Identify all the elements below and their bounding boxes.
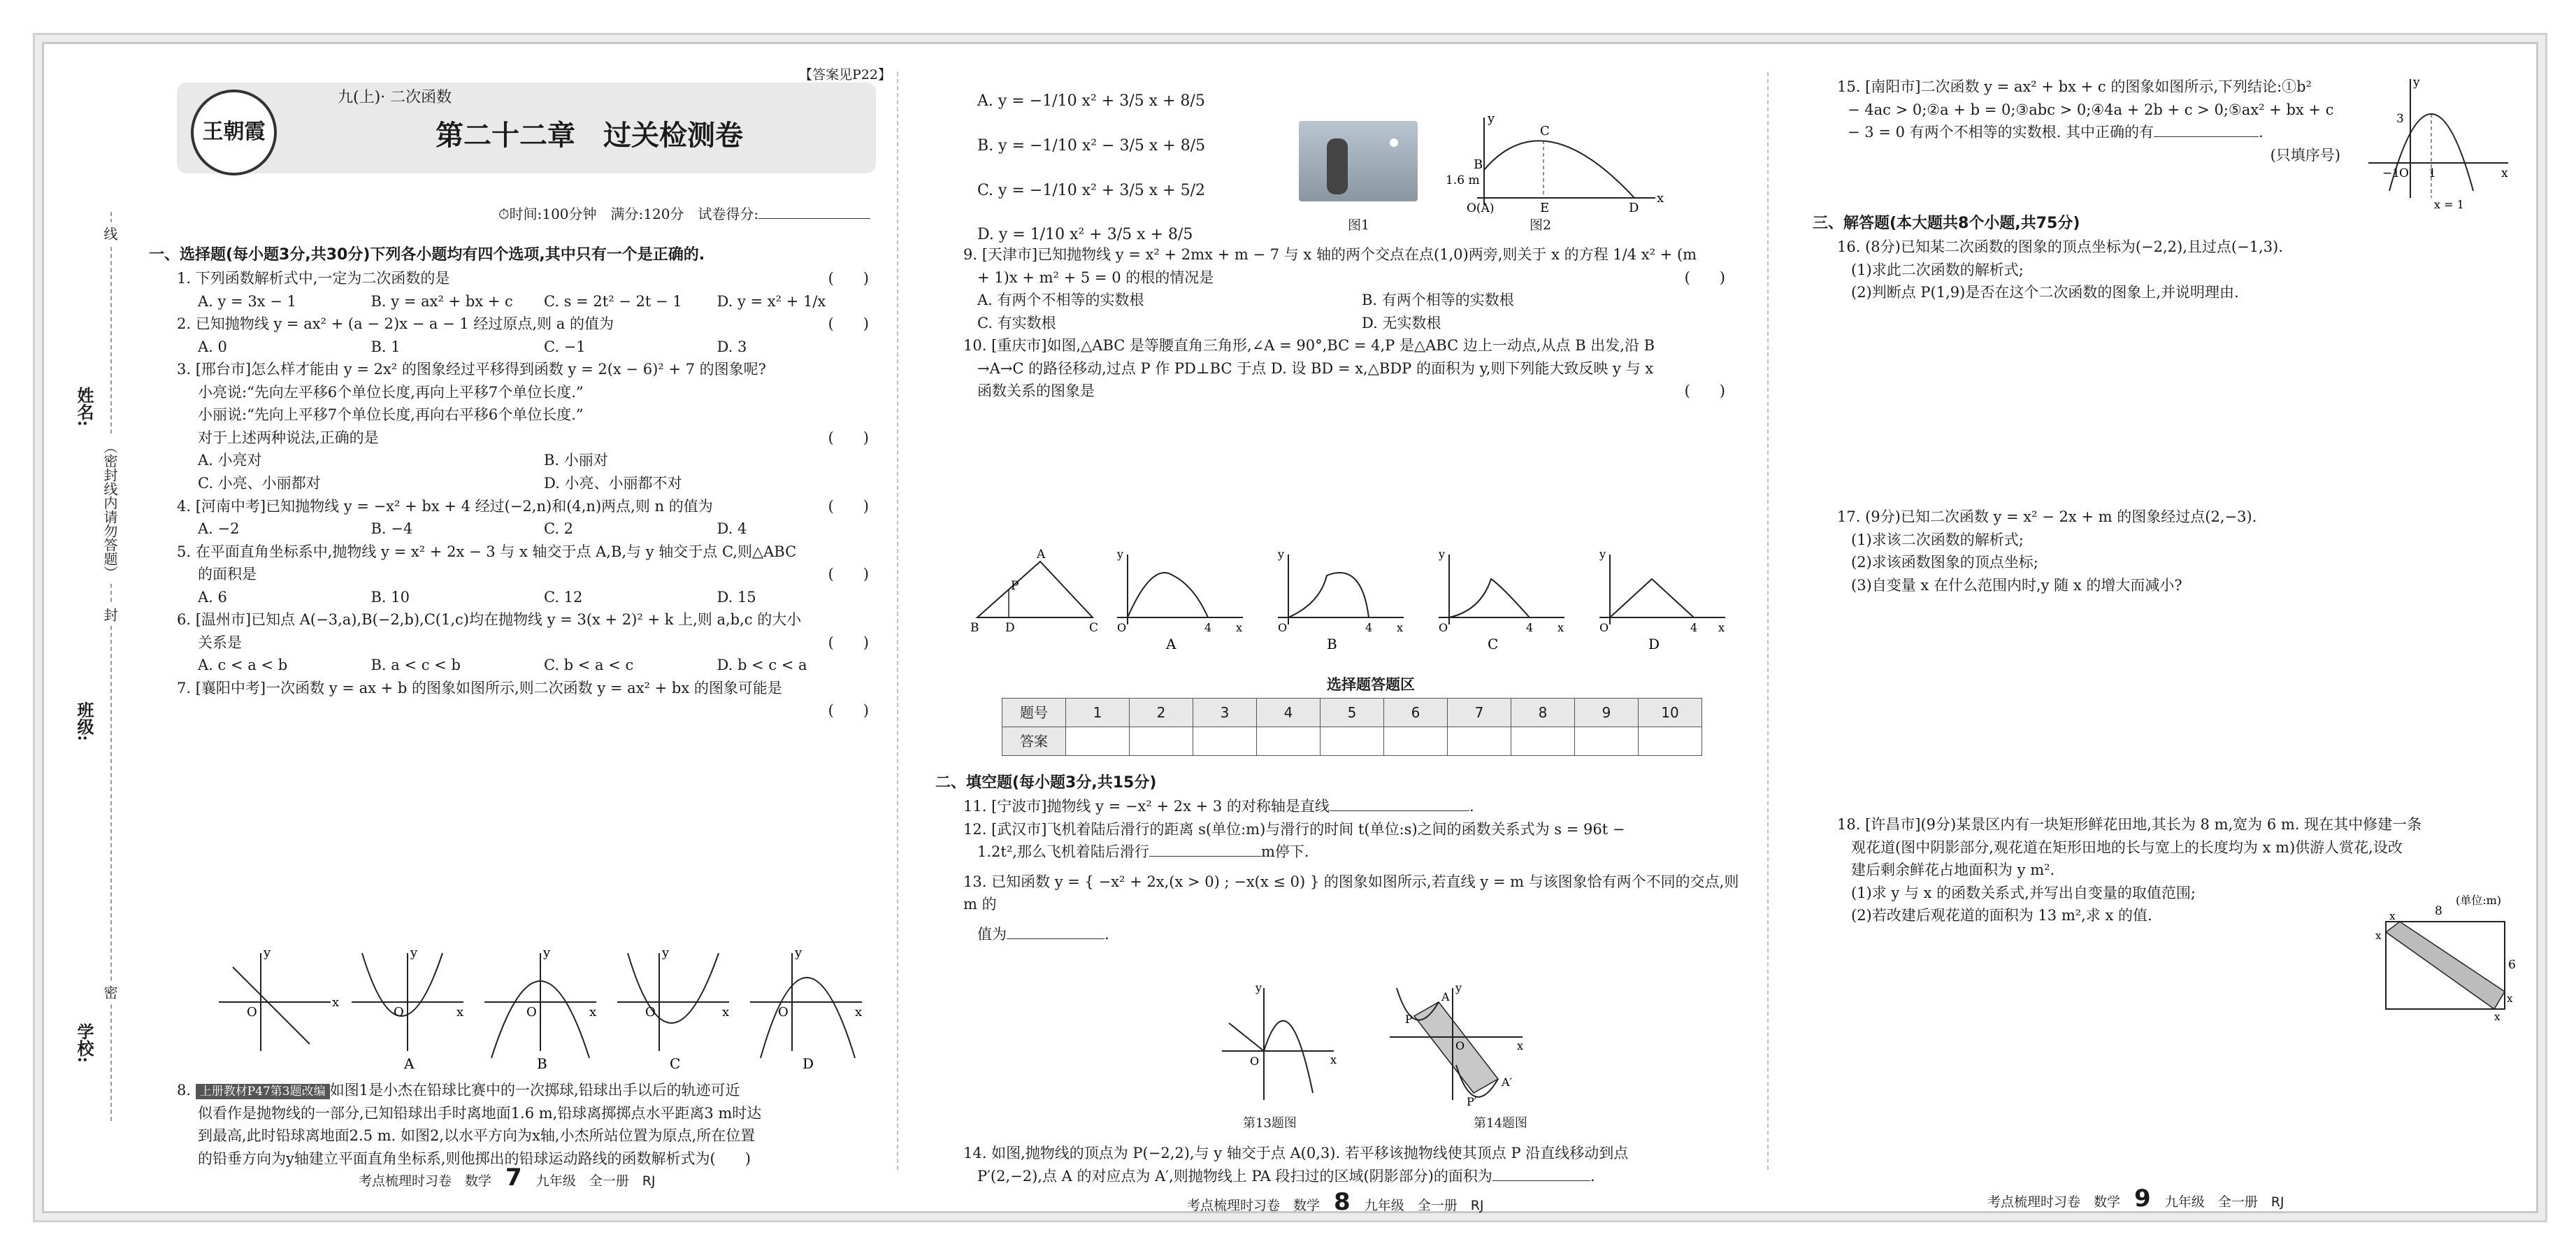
fig2-x: x bbox=[1657, 191, 1664, 206]
svg-text:O: O bbox=[394, 1005, 404, 1020]
question-12: 12. [武汉市]飞机着陆后滑行的距离 s(单位:m)与滑行的时间 t(单位:s)之间的函数关系式为 s = 96t − bbox=[963, 820, 1625, 838]
option: C. 小亮、小丽都对 bbox=[198, 475, 321, 492]
fig18-unit: (单位:m) bbox=[2456, 894, 2502, 907]
answer-cell[interactable] bbox=[1511, 727, 1575, 756]
question-7: 7. [襄阳中考]一次函数 y = ax + b 的图象如图所示,则二次函数 y = ax² + bx 的图象可能是 bbox=[177, 679, 782, 696]
question-12-line bbox=[935, 841, 1746, 864]
answer-paren: ( ) bbox=[1684, 269, 1725, 286]
chapter-tag: 九(上)· 二次函数 bbox=[338, 89, 452, 106]
question-text: P′(2,−2),点 A 的对应点为 A′,则抛物线上 PA 段扫过的区域(阴影部分)的面积为 bbox=[977, 1167, 1492, 1185]
question-9: 9. [天津市]已知抛物线 y = x² + 2mx + m − 7 与 x 轴的两个交点在点(1,0)两旁,则关于 x 的方程 1/4 x² + (m bbox=[963, 246, 1697, 263]
fig2-height: 1.6 m bbox=[1446, 173, 1480, 187]
seal-char-feng: 封 bbox=[100, 603, 120, 626]
question-8-line: 的铅垂方向为y轴建立平面直角坐标系,则他掷出的铅球运动路线的函数解析式为( ) bbox=[198, 1150, 751, 1167]
name-label: 姓名: bbox=[74, 387, 94, 427]
exam-meta bbox=[498, 203, 870, 225]
question-3-line bbox=[149, 427, 890, 450]
table-cell: 答案 bbox=[1002, 727, 1066, 756]
page-number: 7 bbox=[505, 1164, 522, 1192]
answer-paren: ( ) bbox=[828, 497, 869, 515]
question-2 bbox=[149, 313, 890, 336]
q7-option-b-graph bbox=[484, 945, 596, 1072]
footer-left: 考点梳理时习卷 数学 bbox=[359, 1173, 492, 1189]
question-18-line: 观花道(图中阴影部分,观花道在矩形田地的长与宽上的长度均为 x m)供游人赏花,设改 bbox=[1851, 838, 2403, 856]
question-8 bbox=[149, 1079, 890, 1170]
question-15-line: − 3 = 0 有两个不相等的实数根. 其中正确的有 . bbox=[1848, 124, 2264, 141]
svg-text:x: x bbox=[1718, 621, 1725, 634]
column-page-8 bbox=[935, 44, 1760, 1216]
question-18-line: 18. [许昌市](9分)某景区内有一块矩形鲜花田地,其长为 8 m,宽为 6 m. 现在其中修建一条 bbox=[1837, 816, 2422, 833]
svg-text:x: x bbox=[1397, 621, 1404, 634]
question-18-line: (1)求 y 与 x 的函数关系式,并写出自变量的取值范围; bbox=[1851, 884, 2196, 901]
answer-cell[interactable] bbox=[1193, 727, 1257, 756]
question-8-number: 8. bbox=[177, 1082, 196, 1099]
svg-text:x: x bbox=[1557, 621, 1564, 634]
footer-left: 考点梳理时习卷 数学 bbox=[1987, 1194, 2121, 1210]
question-17-line: (1)求该二次函数的解析式; bbox=[1851, 531, 2024, 548]
answer-cell[interactable] bbox=[1257, 727, 1321, 756]
fig15-three: 3 bbox=[2396, 112, 2404, 126]
option: C. 12 bbox=[544, 588, 583, 606]
option: B. y = ax² + bx + c bbox=[370, 292, 513, 310]
svg-text:O: O bbox=[1117, 621, 1127, 634]
fig2-diagram bbox=[1446, 107, 1669, 219]
svg-text:x: x bbox=[1330, 1053, 1337, 1066]
option: D. 小亮、小丽都不对 bbox=[544, 475, 682, 492]
textbook-tag: 上册教材P47第3题改编 bbox=[196, 1084, 330, 1099]
question-text: + 1)x + m² + 5 = 0 的根的情况是 bbox=[977, 269, 1214, 286]
svg-text:C: C bbox=[1089, 621, 1099, 635]
fig2-y: y bbox=[1488, 111, 1495, 126]
question-8-line: 到最高,此时铅球离地面2.5 m. 如图2,以水平方向为x轴,小杰所站位置为原点,所在位置 bbox=[198, 1127, 756, 1145]
q10-triangle bbox=[970, 548, 1098, 635]
answer-paren: ( ) bbox=[828, 634, 869, 651]
option: D. y = x² + 1/x bbox=[717, 292, 826, 310]
answer-cell[interactable] bbox=[1130, 727, 1193, 756]
page-footer bbox=[1987, 1180, 2284, 1217]
question-15-line: 15. [南阳市]二次函数 y = ax² + bx + c 的图象如图所示,下列结论:①b² bbox=[1837, 78, 2312, 95]
question-text: 11. [宁波市]抛物线 y = −x² + 2x + 3 的对称轴是直线 bbox=[963, 798, 1330, 815]
question-14-line: P′(2,−2),点 A 的对应点为 A′,则抛物线上 PA 段扫过的区域(阴影部分)的面积为 . bbox=[977, 1167, 1595, 1185]
fig18-width: 8 bbox=[2435, 904, 2442, 918]
q7-label-c: C bbox=[670, 1055, 681, 1072]
svg-text:O: O bbox=[1278, 621, 1288, 634]
svg-text:P′: P′ bbox=[1467, 1095, 1477, 1108]
question-text: 关系是 bbox=[198, 634, 242, 651]
page-number: 8 bbox=[1334, 1188, 1351, 1216]
table-cell: 9 bbox=[1575, 699, 1639, 727]
options-4 bbox=[149, 517, 890, 541]
svg-text:y: y bbox=[264, 945, 271, 960]
fig13-graph bbox=[1222, 981, 1337, 1100]
option: A. y = −1/10 x² + 3/5 x + 8/5 bbox=[977, 92, 1205, 110]
svg-text:x: x bbox=[456, 1005, 464, 1020]
svg-text:x: x bbox=[722, 1005, 730, 1020]
svg-text:y: y bbox=[795, 945, 803, 960]
option: D. 4 bbox=[717, 520, 747, 538]
answer-table-header-row bbox=[1002, 699, 1702, 727]
svg-text:D: D bbox=[1005, 621, 1015, 635]
binding-sidebar bbox=[44, 44, 149, 1211]
answer-paren: ( ) bbox=[828, 429, 869, 446]
svg-text:A: A bbox=[1441, 990, 1450, 1003]
options-6 bbox=[149, 654, 890, 677]
option: A. 6 bbox=[198, 588, 227, 606]
option: B. 小丽对 bbox=[544, 452, 608, 469]
shot-ball bbox=[1390, 138, 1398, 147]
answer-blank[interactable] bbox=[1330, 810, 1469, 811]
q10-option-a bbox=[1116, 548, 1243, 652]
svg-text:P: P bbox=[1405, 1013, 1413, 1026]
fig15-y: y bbox=[2413, 76, 2420, 90]
question-text: 1.2t²,那么飞机着陆后滑行 bbox=[977, 843, 1149, 861]
answer-table bbox=[1002, 698, 1702, 756]
svg-text:B: B bbox=[970, 621, 979, 635]
solution-questions bbox=[1809, 212, 2536, 304]
option: B. 有两个相等的实数根 bbox=[1362, 292, 1514, 309]
question-7-paren-line bbox=[149, 699, 890, 720]
option: A. 小亮对 bbox=[198, 452, 262, 469]
questions-9-10 bbox=[935, 243, 1746, 403]
exam-meta-text: ⏱时间:100分钟 满分:120分 试卷得分: bbox=[498, 206, 759, 222]
option: D. 3 bbox=[717, 338, 747, 355]
svg-text:P: P bbox=[1011, 579, 1019, 593]
question-16-line: (1)求此二次函数的解析式; bbox=[1851, 261, 2024, 278]
fig2-caption: 图2 bbox=[1530, 217, 1552, 233]
svg-text:y: y bbox=[1599, 548, 1606, 561]
svg-text:y: y bbox=[410, 945, 418, 960]
fig1-caption: 图1 bbox=[1348, 217, 1370, 233]
question-text: 值为 bbox=[977, 925, 1007, 943]
question-13-line: 值为 . bbox=[977, 925, 1109, 943]
fill-in-questions bbox=[935, 771, 1746, 945]
question-text: 2. 已知抛物线 y = ax² + (a − 2)x − a − 1 经过原点,则 a 的值为 bbox=[177, 315, 614, 333]
svg-text:4: 4 bbox=[1526, 621, 1534, 634]
fig2-origin: O(A) bbox=[1467, 201, 1495, 215]
choice-questions bbox=[149, 243, 890, 720]
question-text: 4. [河南中考]已知抛物线 y = −x² + bx + 4 经过(−2,n)和(4,n)两点,则 n 的值为 bbox=[177, 497, 713, 515]
fig15-origin: O bbox=[2399, 166, 2409, 180]
svg-text:x: x bbox=[2507, 992, 2513, 1005]
q10-label-c: C bbox=[1488, 636, 1499, 652]
table-cell: 2 bbox=[1130, 699, 1193, 727]
question-18-line: (2)若改建后观花道的面积为 13 m²,求 x 的值. bbox=[1851, 907, 2152, 924]
question-3: 3. [邢台市]怎么样才能由 y = 2x² 的图象经过平移得到函数 y = 2(x − 6)² + 7 的图象呢? bbox=[177, 361, 766, 378]
score-field[interactable] bbox=[758, 218, 870, 219]
table-cell: 5 bbox=[1321, 699, 1384, 727]
table-cell: 3 bbox=[1193, 699, 1257, 727]
q10-label-a: A bbox=[1166, 636, 1177, 652]
question-text: 如图1是小杰在铅球比赛中的一次掷球,铅球出手以后的轨迹可近 bbox=[329, 1082, 740, 1099]
column-divider bbox=[897, 72, 898, 1170]
svg-text:y: y bbox=[662, 945, 670, 960]
table-cell: 10 bbox=[1639, 699, 1702, 727]
q10-graphs bbox=[970, 548, 1753, 652]
question-text: 函数关系的图象是 bbox=[977, 383, 1095, 400]
q10-label-b: B bbox=[1327, 636, 1337, 652]
option: A. −2 bbox=[198, 520, 240, 538]
svg-text:4: 4 bbox=[1690, 621, 1698, 634]
svg-text:x: x bbox=[2389, 910, 2396, 922]
fig18-diagram bbox=[2368, 890, 2529, 1023]
question-8-line bbox=[149, 1079, 890, 1102]
q7-label-d: D bbox=[803, 1055, 814, 1072]
fig14-graph bbox=[1390, 981, 1523, 1108]
fig2-c: C bbox=[1540, 124, 1550, 138]
q8-options bbox=[977, 79, 1205, 257]
answer-blank[interactable] bbox=[1007, 938, 1104, 939]
question-18-line: 建后剩余鲜花占地面积为 y m². bbox=[1851, 862, 2055, 879]
fig2-d: D bbox=[1629, 201, 1639, 215]
question-text: 对于上述两种说法,正确的是 bbox=[198, 429, 379, 446]
question-15-line: − 4ac > 0;②a + b = 0;③abc > 0;④4a + 2b + c > 0;⑤ax² + bx + c bbox=[1848, 101, 2334, 118]
page-frame bbox=[42, 42, 2538, 1216]
svg-text:y: y bbox=[1439, 548, 1446, 561]
q7-label-a: A bbox=[404, 1055, 415, 1072]
question-5: 5. 在平面直角坐标系中,抛物线 y = x² + 2x − 3 与 x 轴交于点 A,B,与 y 轴交于点 C,则△ABC bbox=[177, 543, 797, 560]
answer-cell[interactable] bbox=[1575, 727, 1639, 756]
answer-cell[interactable] bbox=[1448, 727, 1511, 756]
footer-right: 九年级 全一册 RJ bbox=[2164, 1194, 2284, 1210]
seal-note: （密封线内请勿答题） bbox=[100, 436, 120, 584]
option: B. 10 bbox=[370, 588, 410, 606]
fig2-b: B bbox=[1474, 157, 1483, 172]
options-9a bbox=[935, 289, 1746, 312]
question-17-line: (2)求该函数图象的顶点坐标; bbox=[1851, 554, 2038, 571]
answer-paren: ( ) bbox=[828, 702, 869, 720]
option: C. 有实数根 bbox=[977, 314, 1056, 331]
shot-put-photo bbox=[1299, 121, 1418, 201]
svg-text:y: y bbox=[1455, 981, 1462, 994]
question-15 bbox=[1809, 76, 2340, 166]
answer-cell[interactable] bbox=[1639, 727, 1702, 756]
page-title: 第二十二章 过关检测卷 bbox=[436, 120, 743, 152]
question-1 bbox=[149, 267, 890, 290]
q7-option-a-graph bbox=[352, 945, 463, 1072]
fig2-e: E bbox=[1540, 201, 1550, 215]
svg-text:x: x bbox=[1236, 621, 1243, 634]
svg-text:y: y bbox=[1255, 981, 1262, 994]
options-5 bbox=[149, 586, 890, 609]
class-label: 班级: bbox=[74, 701, 94, 741]
footer-left: 考点梳理时习卷 数学 bbox=[1187, 1198, 1321, 1213]
athlete-silhouette bbox=[1327, 138, 1348, 194]
fig15-graph bbox=[2361, 72, 2515, 212]
q13-q14-figures bbox=[1215, 981, 1550, 1114]
svg-text:O: O bbox=[1250, 1055, 1260, 1068]
q10-option-d bbox=[1599, 548, 1725, 652]
svg-text:4: 4 bbox=[1365, 621, 1373, 634]
options-1 bbox=[149, 290, 890, 313]
question-text: 1. 下列函数解析式中,一定为二次函数的是 bbox=[177, 270, 450, 287]
table-cell: 7 bbox=[1448, 699, 1511, 727]
option: A. c < a < b bbox=[198, 657, 288, 674]
answer-cell[interactable] bbox=[1321, 727, 1384, 756]
answer-blank[interactable] bbox=[1492, 1180, 1590, 1181]
svg-text:A′: A′ bbox=[1502, 1075, 1513, 1089]
svg-text:y: y bbox=[543, 945, 551, 960]
footer-right: 九年级 全一册 RJ bbox=[535, 1173, 656, 1189]
question-13: 13. 已知函数 y = { −x² + 2x,(x > 0) ; −x(x ≤ 0) } 的图象如图所示,若直线 y = m 与该图象恰有两个不同的交点,则 m 的 bbox=[963, 873, 1739, 913]
answer-paren: ( ) bbox=[1684, 383, 1725, 400]
page-footer bbox=[359, 1159, 656, 1196]
publisher-logo: 王朝霞 bbox=[191, 90, 277, 176]
options-3a bbox=[149, 449, 890, 472]
table-cell: 1 bbox=[1066, 699, 1130, 727]
option: C. y = −1/10 x² + 3/5 x + 5/2 bbox=[977, 181, 1205, 199]
answer-reference: 【答案见P22】 bbox=[799, 67, 891, 83]
answer-blank[interactable] bbox=[1149, 856, 1261, 857]
q7-option-c-graph bbox=[617, 945, 729, 1072]
question-14 bbox=[935, 1142, 1746, 1187]
answer-paren: ( ) bbox=[828, 566, 869, 583]
q10-option-b bbox=[1277, 548, 1404, 652]
answer-cell[interactable] bbox=[1384, 727, 1448, 756]
option: D. 无实数根 bbox=[1362, 314, 1441, 331]
question-text: 的面积是 bbox=[198, 566, 257, 583]
answer-table-answer-row bbox=[1002, 727, 1702, 756]
svg-text:y: y bbox=[1278, 548, 1285, 561]
column-page-7 bbox=[149, 44, 890, 1211]
option: B. a < c < b bbox=[370, 657, 461, 674]
question-4 bbox=[149, 495, 890, 518]
footer-right: 九年级 全一册 RJ bbox=[1364, 1198, 1484, 1213]
column-page-9 bbox=[1809, 44, 2536, 1211]
option: C. −1 bbox=[544, 338, 586, 355]
question-10-line: →A→C 的路径移动,过点 P 作 PD⊥BC 于点 D. 设 BD = x,△BDP 的面积为 y,则下列能大致反映 y 与 x bbox=[977, 359, 1654, 377]
question-3-line: 小丽说:“先向上平移7个单位长度,再向右平移6个单位长度.” bbox=[198, 406, 584, 424]
answer-paren: ( ) bbox=[828, 315, 869, 333]
question-text: m停下. bbox=[1260, 843, 1309, 861]
option: A. 有两个不相等的实数根 bbox=[977, 292, 1144, 309]
svg-text:x: x bbox=[2494, 1010, 2501, 1023]
answer-table-title: 选择题答题区 bbox=[1327, 676, 1415, 693]
fig15-neg-one: −1 bbox=[2382, 166, 2401, 180]
option: B. 1 bbox=[370, 338, 401, 355]
svg-text:O: O bbox=[1439, 621, 1448, 634]
svg-text:O: O bbox=[526, 1005, 537, 1020]
options-9b bbox=[935, 312, 1746, 335]
question-10-line bbox=[935, 380, 1746, 403]
q10-label-d: D bbox=[1648, 636, 1660, 652]
question-8-line: 似看作是抛物线的一部分,已知铅球出手时离地面1.6 m,铅球离掷掷点水平距离3 m时达 bbox=[198, 1104, 762, 1122]
answer-cell[interactable] bbox=[1066, 727, 1130, 756]
fig15-x: x bbox=[2501, 166, 2508, 180]
question-6-line bbox=[149, 631, 890, 655]
question-17 bbox=[1809, 506, 2536, 596]
question-10: 10. [重庆市]如图,△ABC 是等腰直角三角形,∠A = 90°,BC = 4,P 是△ABC 边上一动点,从点 B 出发,沿 B bbox=[963, 337, 1655, 355]
question-text: − 3 = 0 有两个不相等的实数根. 其中正确的有 bbox=[1848, 124, 2154, 141]
table-cell: 8 bbox=[1511, 699, 1575, 727]
option: C. 2 bbox=[544, 520, 574, 538]
svg-text:x: x bbox=[332, 995, 340, 1010]
school-label: 学校: bbox=[74, 1023, 94, 1063]
seal-char-xian: 线 bbox=[100, 222, 120, 245]
option: A. 0 bbox=[198, 338, 227, 355]
answer-blank[interactable] bbox=[2154, 136, 2259, 137]
question-17-line: (3)自变量 x 在什么范围内时,y 随 x 的增大而减小? bbox=[1851, 576, 2182, 594]
answer-paren: ( ) bbox=[828, 270, 869, 287]
question-5-line bbox=[149, 563, 890, 586]
svg-text:y: y bbox=[1117, 548, 1124, 561]
fig15-axis-label: x = 1 bbox=[2434, 198, 2464, 211]
q7-graphs bbox=[212, 939, 883, 1072]
svg-text:x: x bbox=[589, 1005, 597, 1020]
q10-option-c bbox=[1438, 548, 1564, 652]
svg-text:4: 4 bbox=[1204, 621, 1212, 634]
q7-label-b: B bbox=[537, 1055, 547, 1072]
svg-text:x: x bbox=[855, 1005, 863, 1020]
fig13-caption: 第13题图 bbox=[1243, 1116, 1297, 1131]
section-heading: 一、选择题(每小题3分,共30分)下列各小题均有四个选项,其中只有一个是正确的. bbox=[149, 246, 705, 264]
svg-text:O: O bbox=[778, 1005, 789, 1020]
options-2 bbox=[149, 336, 890, 359]
svg-text:O: O bbox=[247, 1005, 257, 1020]
column-divider bbox=[1767, 72, 1769, 1170]
option: D. y = 1/10 x² + 3/5 x + 8/5 bbox=[977, 226, 1193, 244]
fig14-caption: 第14题图 bbox=[1474, 1116, 1527, 1131]
question-11: 11. [宁波市]抛物线 y = −x² + 2x + 3 的对称轴是直线 . bbox=[963, 798, 1474, 815]
page-footer bbox=[1187, 1184, 1484, 1221]
option: C. s = 2t² − 2t − 1 bbox=[544, 292, 682, 310]
fig15-one: 1 bbox=[2429, 166, 2436, 180]
seal-char-mi: 密 bbox=[100, 981, 120, 1003]
question-15-note: (只填序号) bbox=[2270, 146, 2340, 164]
option: A. y = 3x − 1 bbox=[198, 292, 296, 310]
option: B. y = −1/10 x² − 3/5 x + 8/5 bbox=[977, 136, 1206, 155]
question-16: 16. (8分)已知某二次函数的图象的顶点坐标为(−2,2),且过点(−1,3). bbox=[1837, 238, 2283, 256]
table-cell: 4 bbox=[1257, 699, 1321, 727]
table-cell: 6 bbox=[1384, 699, 1448, 727]
svg-text:x: x bbox=[2375, 929, 2382, 942]
svg-text:O: O bbox=[645, 1005, 656, 1020]
question-6: 6. [温州市]已知点 A(−3,a),B(−2,b),C(1,c)均在抛物线 y = 3(x + 2)² + k 上,则 a,b,c 的大小 bbox=[177, 611, 802, 629]
option: D. b < c < a bbox=[717, 657, 807, 674]
option: D. 15 bbox=[717, 588, 756, 606]
fig18-height: 6 bbox=[2508, 958, 2516, 972]
options-3b bbox=[149, 472, 890, 495]
question-9-line bbox=[935, 266, 1746, 289]
table-cell: 题号 bbox=[1002, 699, 1066, 727]
option: B. −4 bbox=[370, 520, 413, 538]
option: C. b < a < c bbox=[544, 657, 634, 674]
svg-text:x: x bbox=[1517, 1039, 1524, 1052]
section-heading: 三、解答题(本大题共8个小题,共75分) bbox=[1813, 215, 2080, 232]
svg-text:O: O bbox=[1455, 1039, 1465, 1052]
page-number: 9 bbox=[2134, 1185, 2151, 1213]
svg-text:A: A bbox=[1037, 548, 1046, 562]
question-16-line: (2)判断点 P(1,9)是否在这个二次函数的图象上,并说明理由. bbox=[1851, 284, 2239, 301]
question-14-line: 14. 如图,抛物线的顶点为 P(−2,2),与 y 轴交于点 A(0,3). 若平移该抛物线使其顶点 P 沿直线移动到点 bbox=[963, 1145, 1629, 1161]
question-17-line: 17. (9分)已知二次函数 y = x² − 2x + m 的图象经过点(2,−3). bbox=[1837, 508, 2257, 525]
svg-text:O: O bbox=[1599, 621, 1609, 634]
section-heading: 二、填空题(每小题3分,共15分) bbox=[935, 774, 1157, 792]
q7-option-d-graph bbox=[750, 945, 862, 1072]
q7-given-line-graph bbox=[219, 945, 339, 1051]
question-3-line: 小亮说:“先向左平移6个单位长度,再向上平移7个单位长度.” bbox=[198, 383, 584, 401]
